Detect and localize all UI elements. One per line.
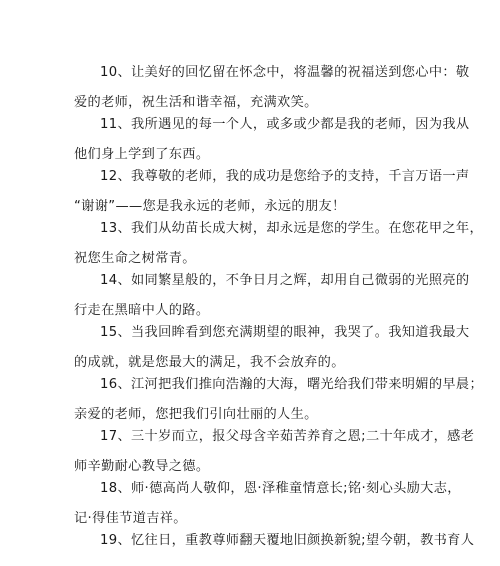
- paragraph-line: “谢谢”——您是我永远的老师，永远的朋友！: [74, 199, 346, 214]
- paragraph-line: 12、我尊敬的老师，我的成功是您给予的支持，千言万语一声: [100, 169, 470, 184]
- paragraph-15: [74, 324, 470, 372]
- paragraph-line: 爱的老师，祝生活和谐幸福，充满欢笑。: [74, 95, 318, 110]
- paragraph-line: 他们身上学到了东西。: [74, 147, 210, 162]
- paragraph-line: 13、我们从幼苗长成大树，却永远是您的学生。在您花甲之年，: [100, 221, 483, 236]
- paragraph-18: [74, 480, 461, 528]
- paragraph-line: 祝您生命之树常青。: [74, 251, 196, 266]
- paragraph-line: 记·得佳节道吉祥。: [74, 511, 187, 526]
- paragraph-line: 19、忆往日，重教尊师翻天覆地旧颜换新貌;望今朝，教书育人: [100, 533, 475, 548]
- paragraph-19: [74, 532, 475, 550]
- paragraph-line: 16、江河把我们推向浩瀚的大海，曙光给我们带来明媚的早晨；: [100, 377, 483, 392]
- paragraph-10: [74, 64, 470, 112]
- paragraph-13: [74, 220, 483, 268]
- paragraph-14: [74, 272, 470, 320]
- paragraph-16: [74, 376, 483, 424]
- paragraph-line: 11、我所遇见的每一个人，或多或少都是我的老师，因为我从: [100, 117, 470, 132]
- paragraph-line: 18、师·德高尚人敬仰，恩·泽稚童情意长;铭·刻心头励大志，: [100, 481, 461, 496]
- paragraph-line: 亲爱的老师，您把我们引向壮丽的人生。: [74, 407, 318, 422]
- paragraph-line: 15、当我回眸看到您充满期望的眼神，我哭了。我知道我最大: [100, 325, 470, 340]
- paragraph-11: [74, 116, 470, 164]
- paragraph-line: 17、三十岁而立，报父母含辛茹苦养育之恩;二十年成才，感老: [100, 429, 475, 444]
- paragraph-line: 14、如同繁星般的，不争日月之辉，却用自己微弱的光照亮的: [100, 273, 470, 288]
- paragraph-line: 10、让美好的回忆留在怀念中，将温馨的祝福送到您心中：敬: [100, 65, 470, 80]
- paragraph-12: [74, 168, 470, 216]
- paragraph-17: [74, 428, 475, 476]
- paragraph-line: 的成就，就是您最大的满足，我不会放弃的。: [74, 355, 345, 370]
- paragraph-line: 师辛勤耐心教导之德。: [74, 459, 210, 474]
- paragraph-line: 行走在黑暗中人的路。: [74, 303, 210, 318]
